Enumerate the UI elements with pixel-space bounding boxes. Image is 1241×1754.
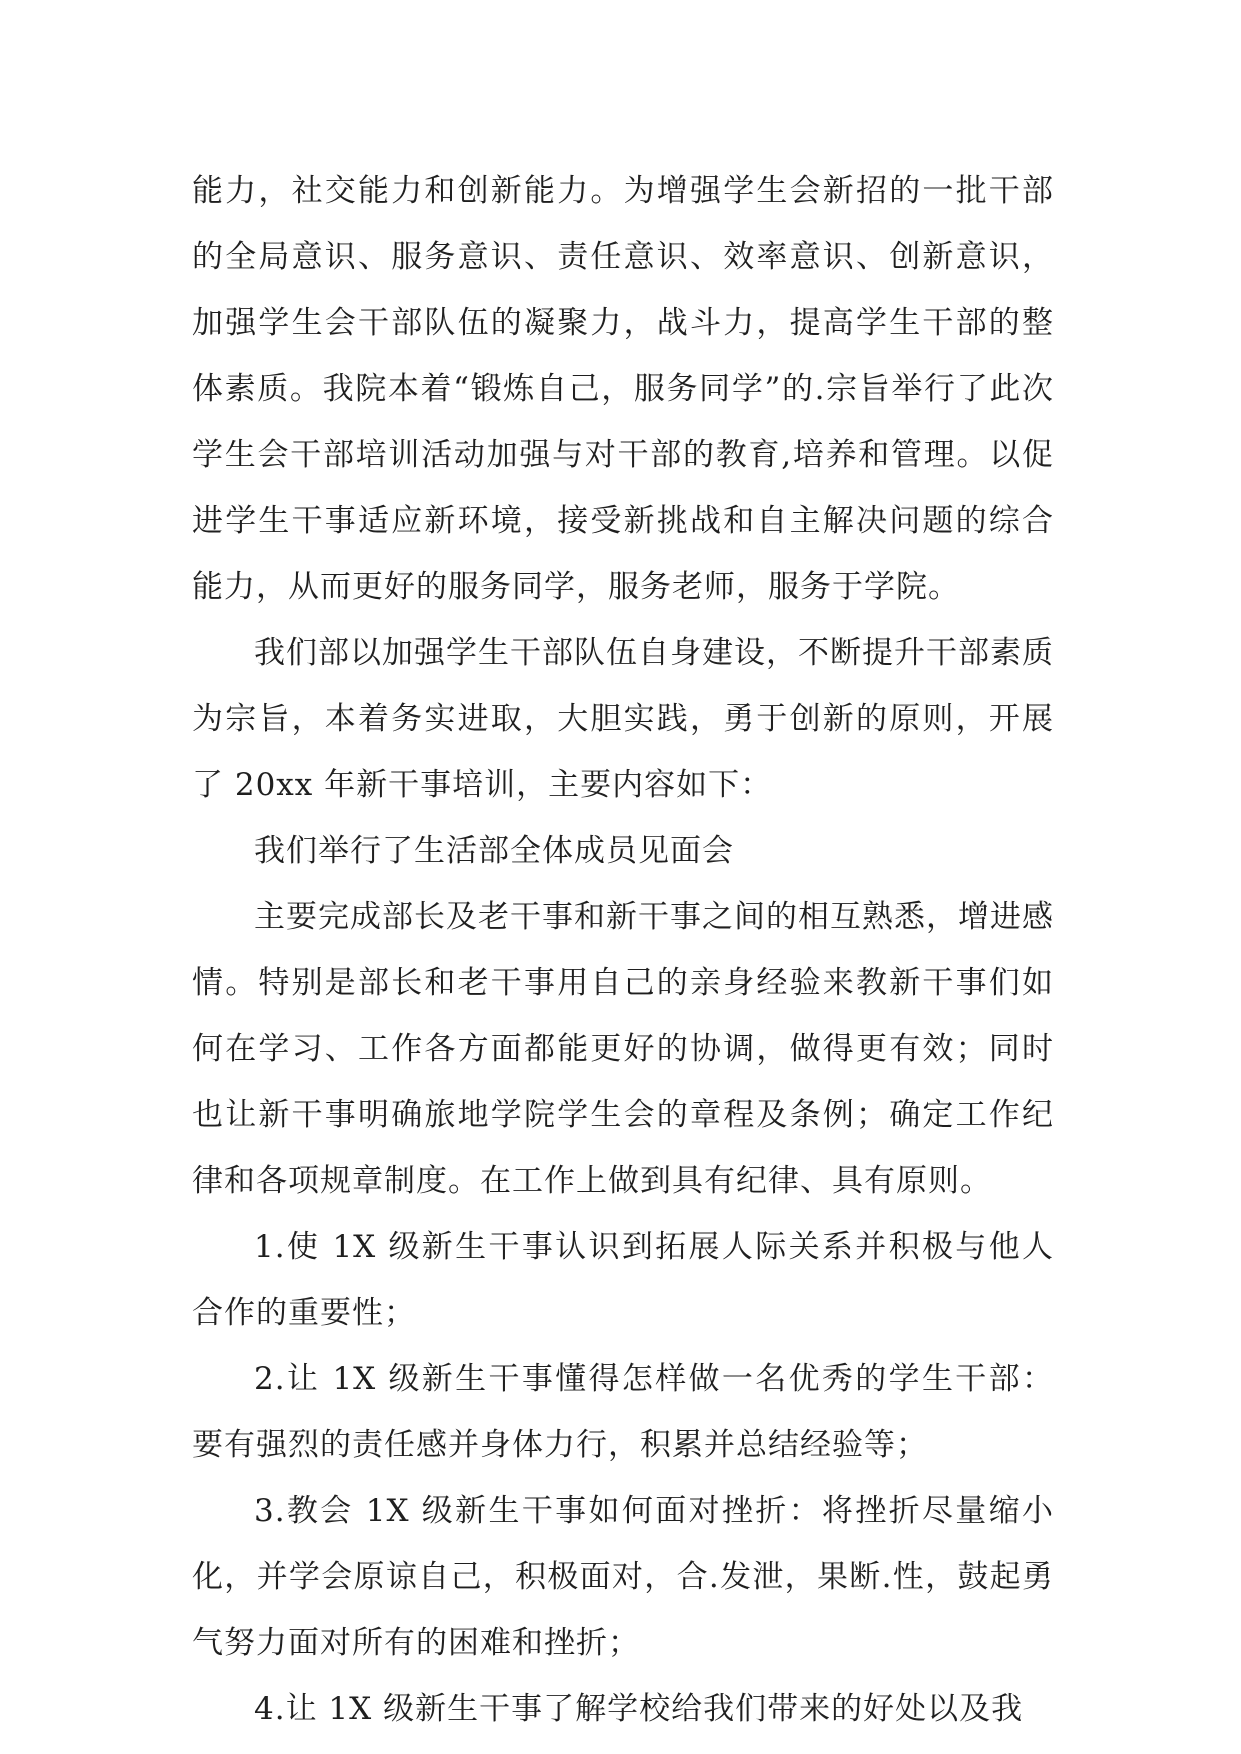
paragraph-3: 我们举行了生活部全体成员见面会: [254, 833, 734, 869]
list-item-2: 2.让 1X 级新生干事懂得怎样做一名优秀的学生干部：要有强烈的责任感并身体力行，积累并总结经验等；: [192, 1361, 1054, 1463]
list-item-4: 4.让 1X 级新生干事了解学校给我们带来的好处以及我: [254, 1691, 1024, 1727]
paragraph-1: 能力，社交能力和创新能力。为增强学生会新招的一批干部的全局意识、服务意识、责任意识、效率意识、创新意识，加强学生会干部队伍的凝聚力，战斗力，提高学生干部的整体素质。我院本着“锻炼自己，服务同学”的.宗旨举行了此次学生会干部培训活动加强与对干部的教育,培养和管理。以促进学生干事适应新环境，接受新挑战和自主解决问题的综合能力，从而更好的服务同学，服务老师，服务于学院。: [192, 173, 1054, 605]
list-item-1: 1.使 1X 级新生干事认识到拓展人际关系并积极与他人合作的重要性；: [192, 1229, 1054, 1331]
paragraph-4: 主要完成部长及老干事和新干事之间的相互熟悉，增进感情。特别是部长和老干事用自己的亲身经验来教新干事们如何在学习、工作各方面都能更好的协调，做得更有效；同时也让新干事明确旅地学院学生会的章程及条例；确定工作纪律和各项规章制度。在工作上做到具有纪律、具有原则。: [192, 899, 1054, 1199]
document-body: [192, 158, 1054, 1742]
paragraph-2: 我们部以加强学生干部队伍自身建设，不断提升干部素质为宗旨，本着务实进取，大胆实践，勇于创新的原则，开展了 20xx 年新干事培训，主要内容如下：: [192, 635, 1054, 803]
list-item-3: 3.教会 1X 级新生干事如何面对挫折：将挫折尽量缩小化，并学会原谅自己，积极面对，合.发泄，果断.性，鼓起勇气努力面对所有的困难和挫折；: [192, 1493, 1054, 1661]
